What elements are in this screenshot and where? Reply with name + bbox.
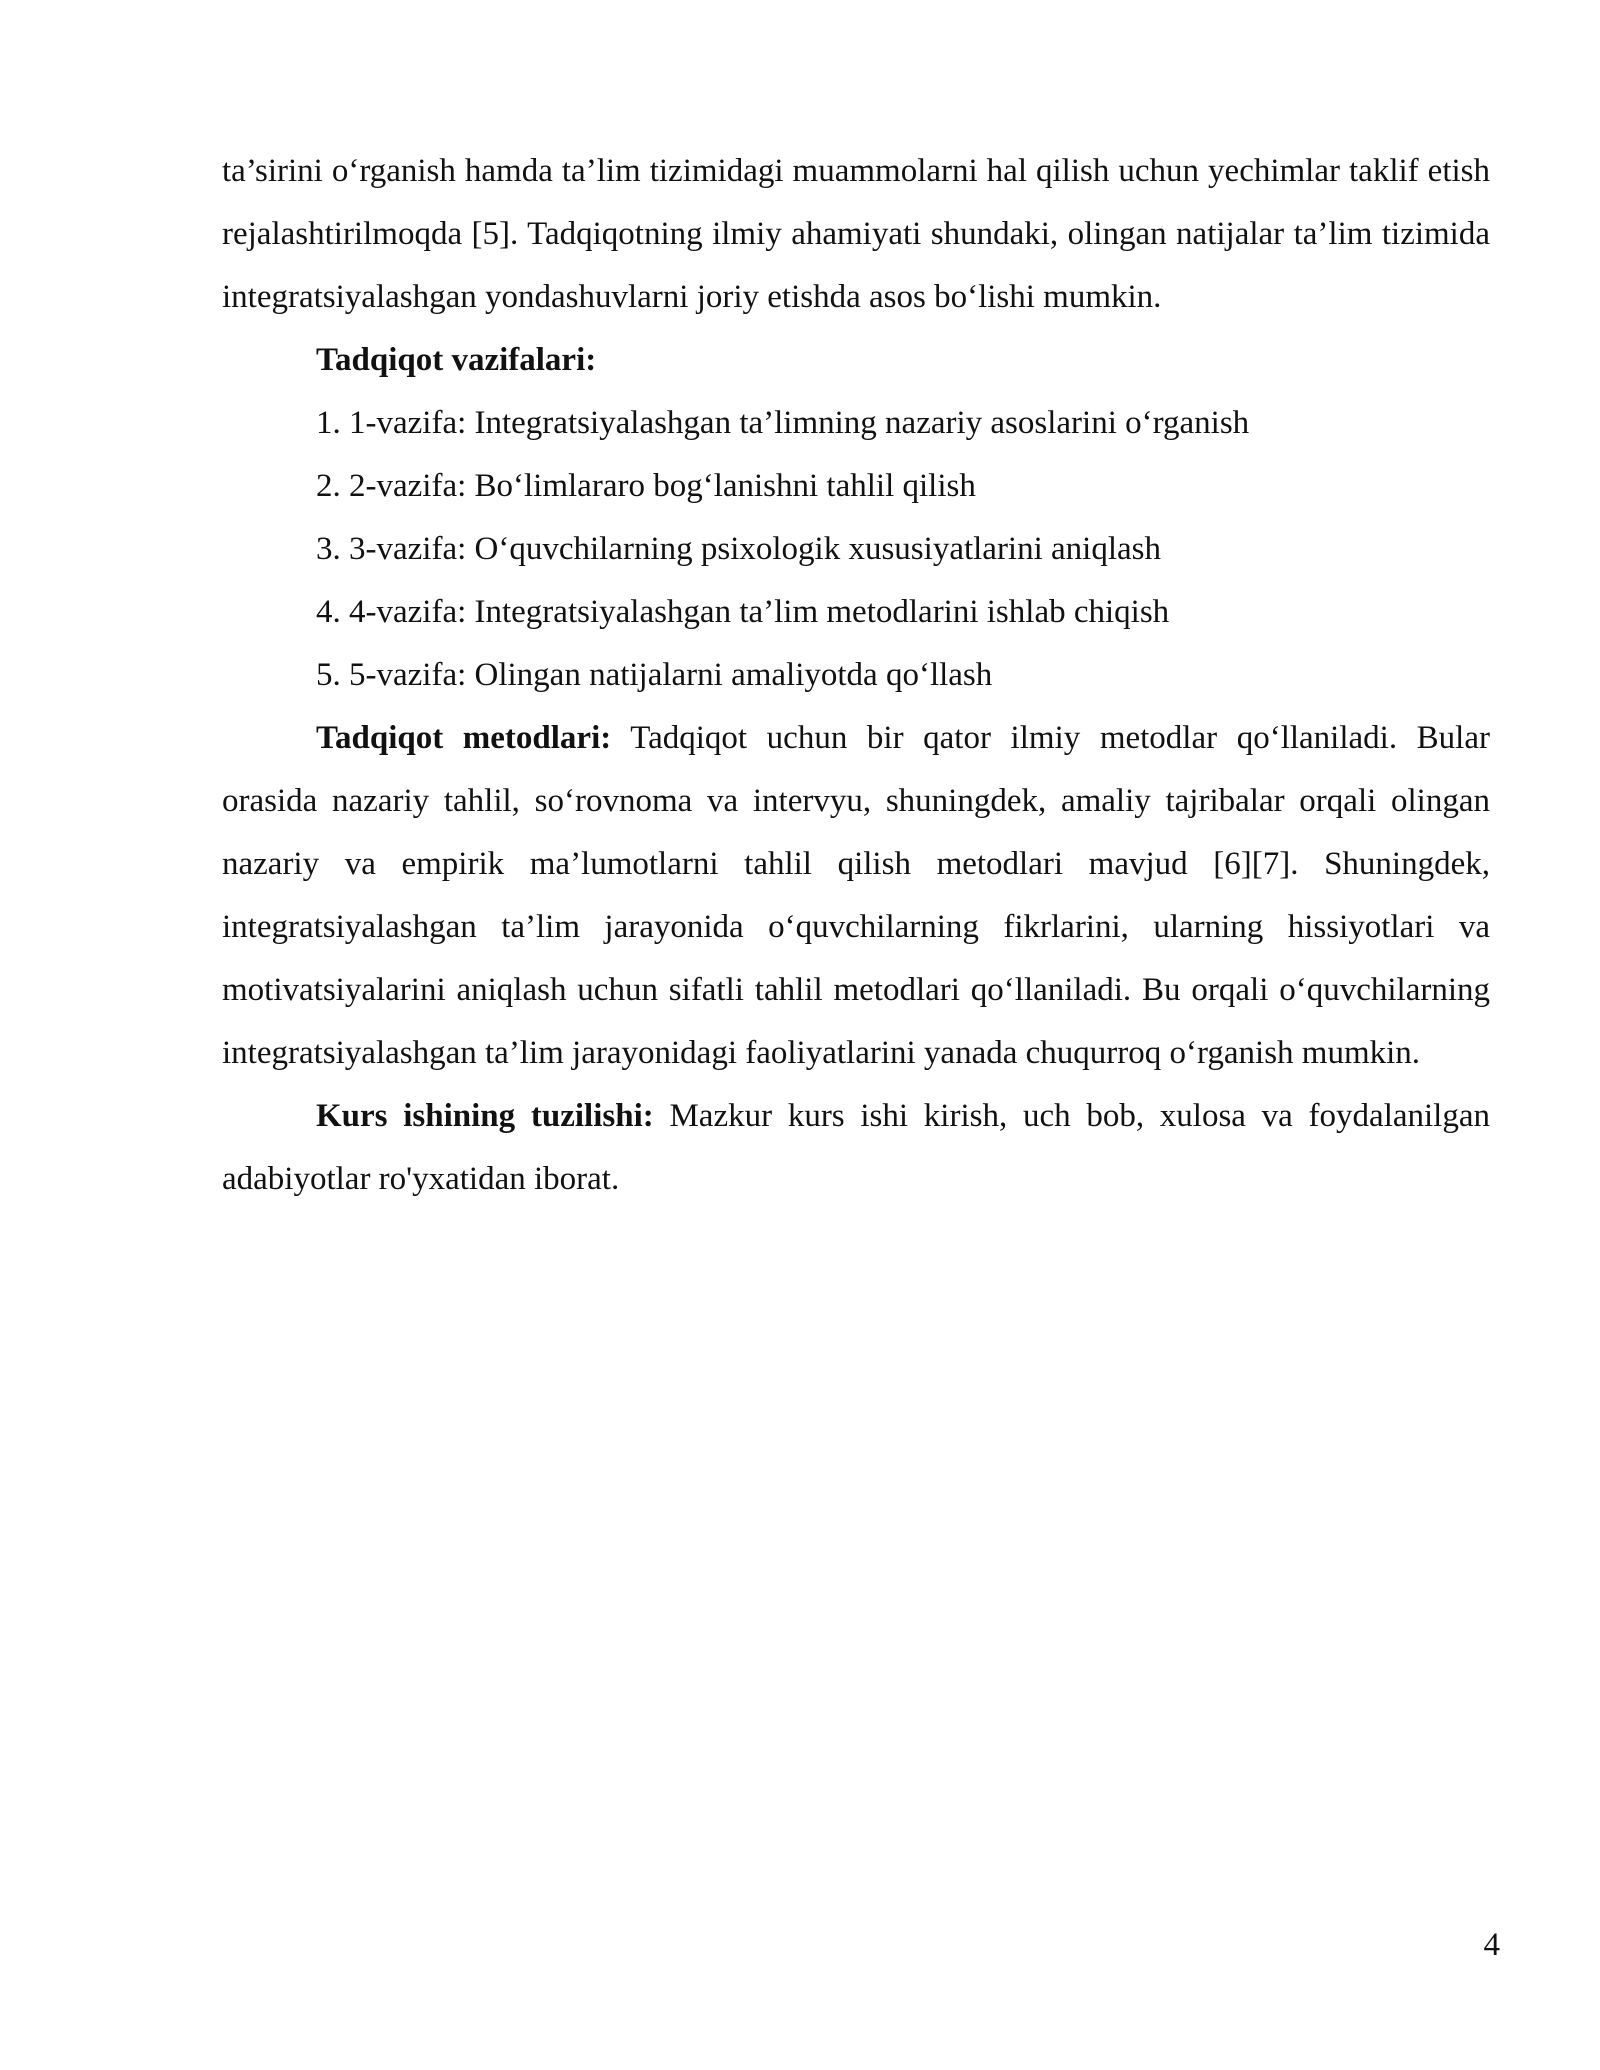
task-item-1: 1. 1-vazifa: Integratsiyalashgan ta’limning nazariy asoslarini o‘rganish [316, 405, 1250, 441]
task-item-5: 5. 5-vazifa: Olingan natijalarni amaliyotda qo‘llash [316, 657, 993, 693]
continuation-paragraph: ta’sirini o‘rganish hamda ta’lim tizimidagi muammolarni hal qilish uchun yechimlar taklif etish rejalashtirilmoqda [5]. Tadqiqotning ilmiy ahamiyati shundaki, olingan natijalar ta’lim tizimida integratsiyalashgan yondashuvlarni joriy etishda asos bo‘lishi mumkin. [222, 153, 1490, 315]
tasks-heading: Tadqiqot vazifalari: [316, 342, 597, 378]
task-item-2: 2. 2-vazifa: Bo‘limlararo bog‘lanishni tahlil qilish [316, 468, 976, 504]
structure-paragraph [222, 1085, 1490, 1211]
methods-text: Tadqiqot uchun bir qator ilmiy metodlar qo‘llaniladi. Bular orasida nazariy tahlil, so‘rovnoma va intervyu, shuningdek, amaliy tajribalar orqali olingan nazariy va empirik ma’lumotlarni tahlil qilish metodlari mavjud [6][7]. Shuningdek, integratsiyalashgan ta’lim jarayonida o‘quvchilarning fikrlarini, ularning hissiyotlari va motivatsiyalarini aniqlash uchun sifatli tahlil metodlari qo‘llaniladi. Bu orqali o‘quvchilarning integratsiyalashgan ta’lim jarayonidagi faoliyatlarini yanada chuqurroq o‘rganish mumkin. [222, 720, 1490, 1071]
page-number: 4 [1483, 1927, 1500, 1963]
structure-text: Mazkur kurs ishi kirish, uch bob, xulosa va foydalanilgan adabiyotlar ro'yxatidan iborat. [222, 1098, 1490, 1197]
methods-paragraph [222, 707, 1490, 1085]
page-body [222, 140, 1490, 1211]
structure-heading: Kurs ishining tuzilishi: [316, 1098, 654, 1134]
task-item-3: 3. 3-vazifa: O‘quvchilarning psixologik xususiyatlarini aniqlash [316, 531, 1161, 567]
methods-heading: Tadqiqot metodlari: [316, 720, 612, 756]
task-item-4: 4. 4-vazifa: Integratsiyalashgan ta’lim metodlarini ishlab chiqish [316, 594, 1170, 630]
